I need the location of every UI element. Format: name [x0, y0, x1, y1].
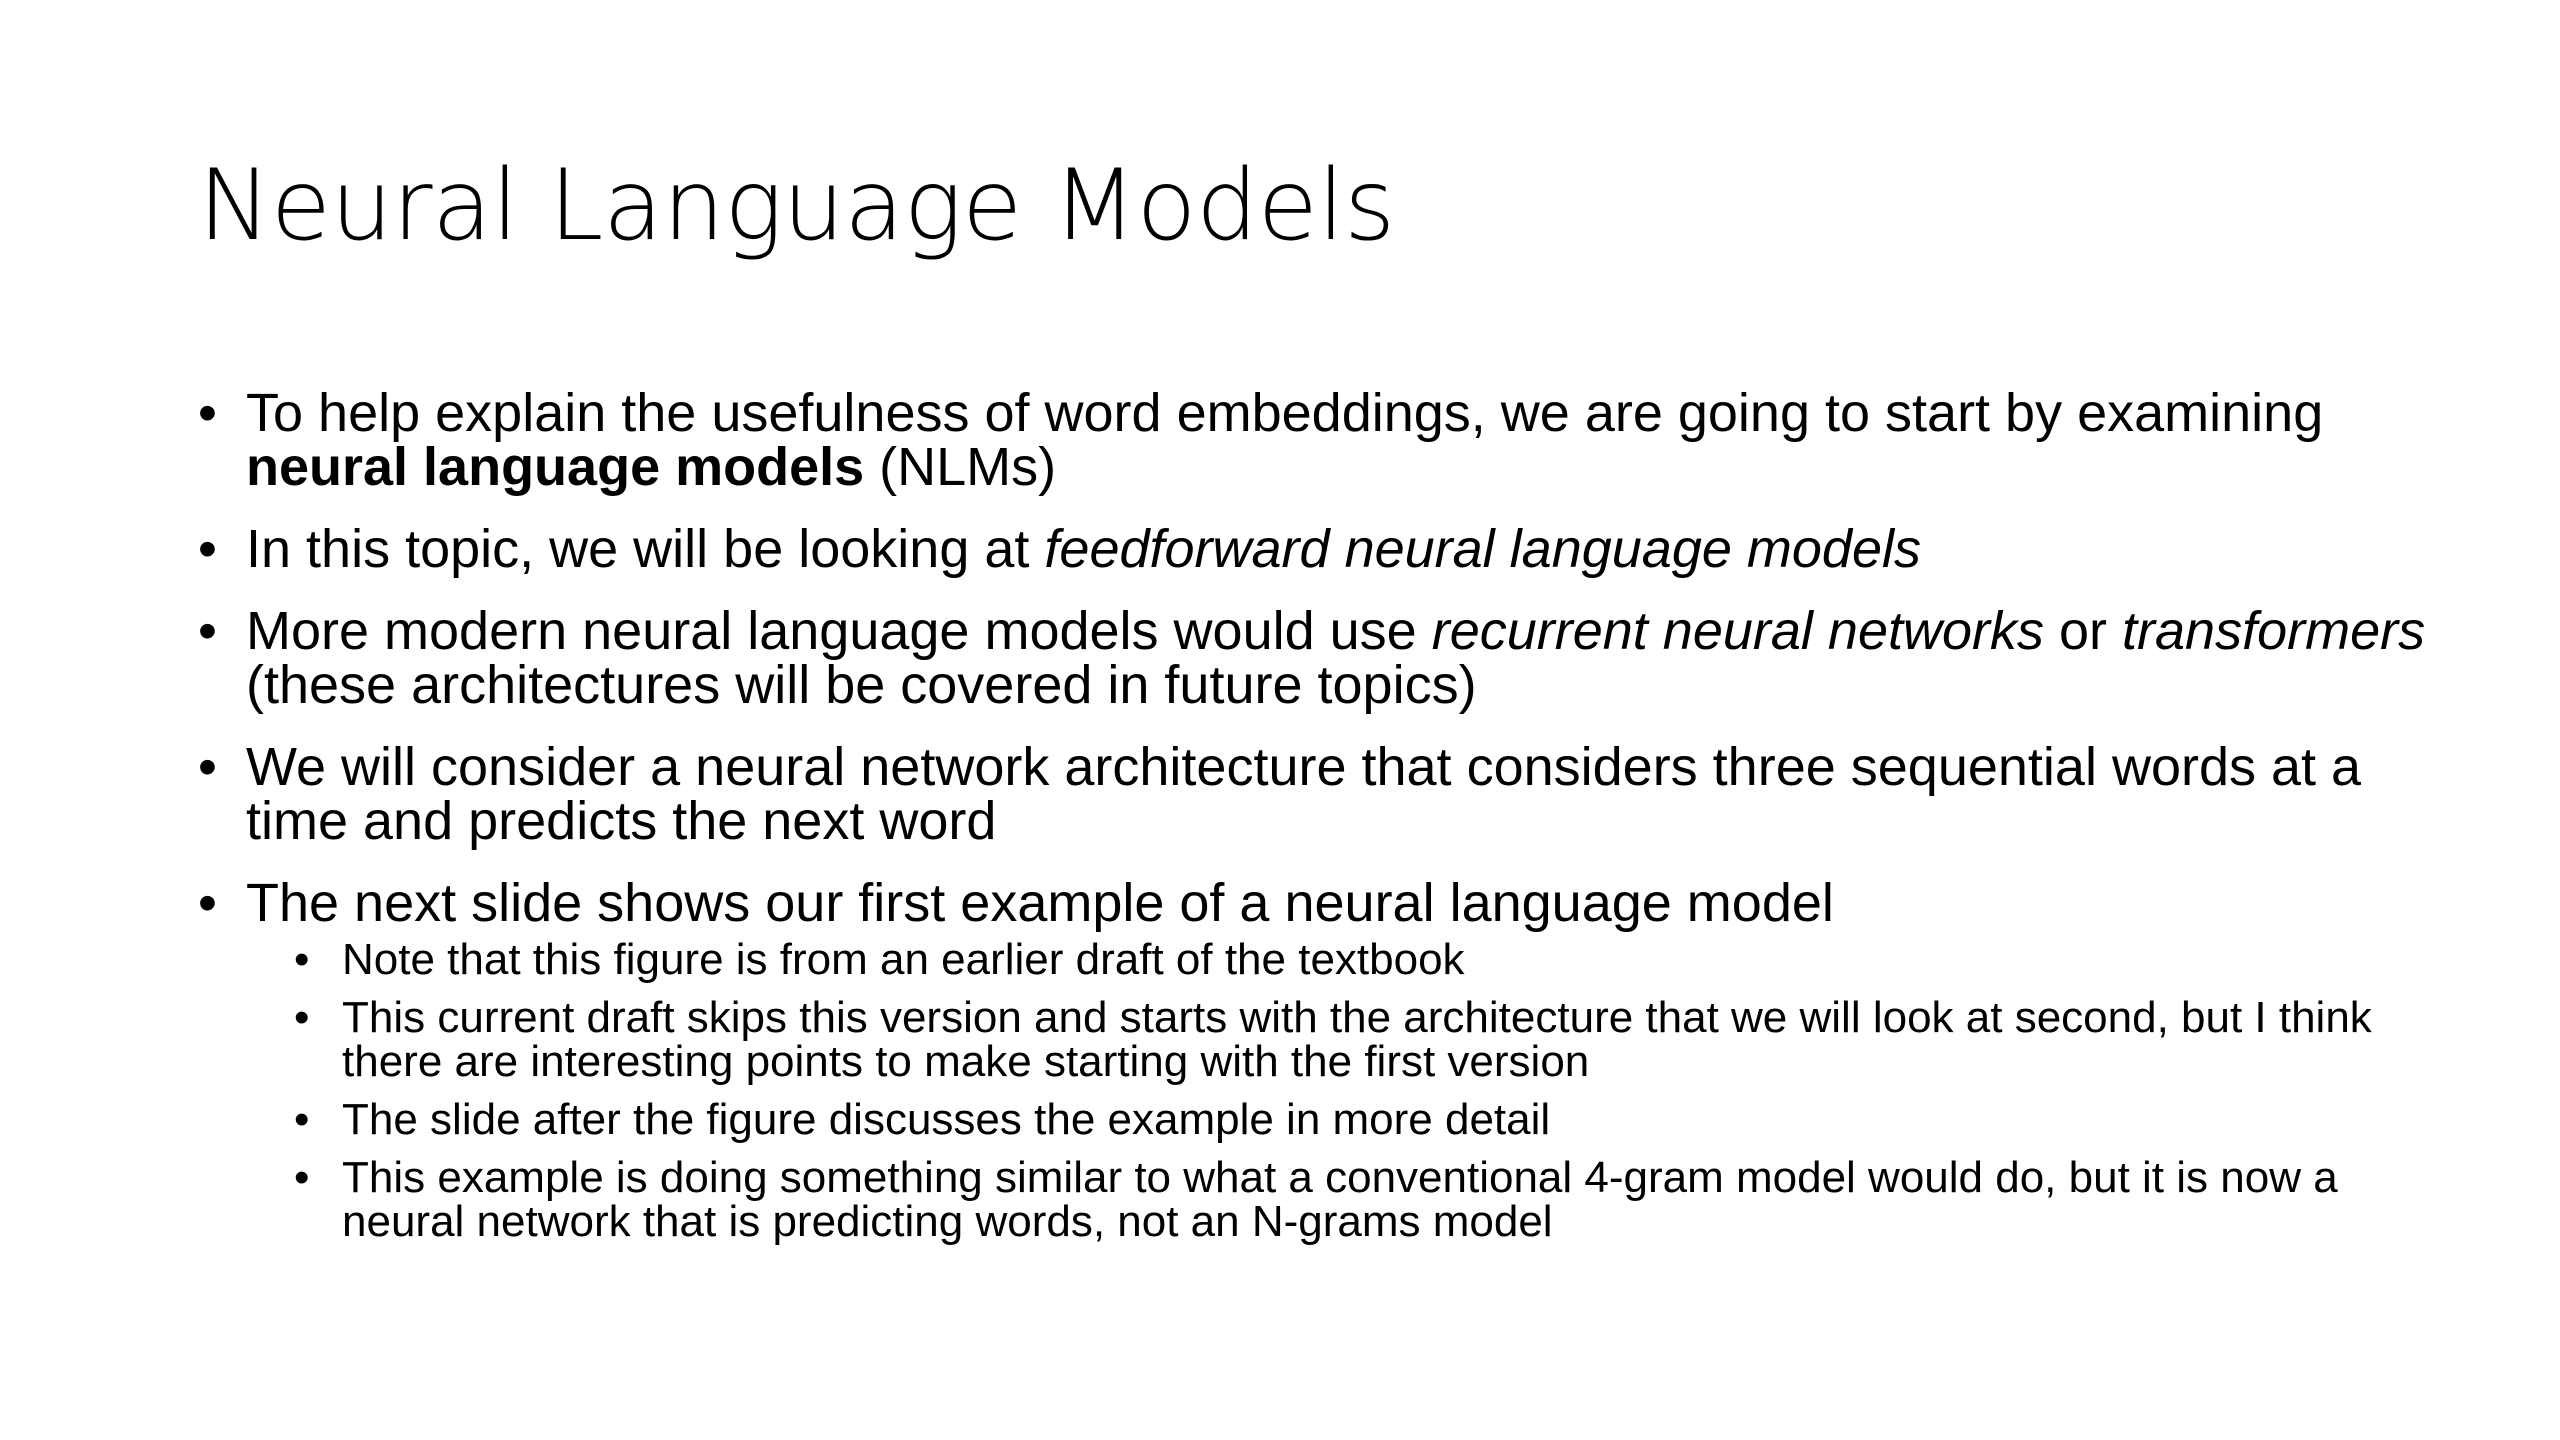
bullet-list: [198, 383, 2428, 1272]
sub-bullet-text: This example is doing something similar to what a conventional 4-gram model would do, but it is now a neural network that is predicting words, not an N-grams model: [342, 1153, 2338, 1246]
bullet-item: [198, 383, 2428, 497]
bullet-dot: •: [294, 935, 310, 984]
bullet-text: To help explain the usefulness of word embeddings, we are going to start by examining: [246, 383, 2324, 443]
bullet-text: (these architectures will be covered in future topics): [246, 655, 1477, 715]
bullet-text: or: [2044, 601, 2123, 661]
bullet-text: More modern neural language models would use: [246, 601, 1432, 661]
bullet-item: [198, 601, 2428, 715]
bullet-dot: •: [294, 1095, 310, 1144]
bullet-dot: •: [198, 873, 217, 933]
sub-bullet-item: [294, 1153, 2428, 1246]
sub-bullet-item: [294, 1095, 2428, 1144]
bullet-dot: •: [294, 1153, 310, 1202]
sub-bullet-list: [246, 935, 2428, 1246]
sub-bullet-text: This current draft skips this version and starts with the architecture that we will look at second, but I think there are interesting points to make starting with the first version: [342, 993, 2372, 1086]
bullet-dot: •: [294, 993, 310, 1042]
bullet-item: [198, 519, 2428, 579]
bullet-text-italic: transformers: [2122, 601, 2426, 661]
bullet-dot: •: [198, 601, 217, 661]
sub-bullet-item: [294, 935, 2428, 984]
bullet-text-italic: recurrent neural networks: [1431, 601, 2044, 661]
sub-bullet-text: Note that this figure is from an earlier draft of the textbook: [342, 935, 1465, 984]
bullet-dot: •: [198, 383, 217, 443]
sub-bullet-text: The slide after the figure discusses the example in more detail: [342, 1095, 1551, 1144]
bullet-item: [198, 873, 2428, 1246]
sub-bullet-item: [294, 993, 2428, 1086]
bullet-text-italic: feedforward neural language models: [1044, 519, 1921, 579]
bullet-item: [198, 737, 2428, 851]
bullet-text: The next slide shows our first example of a neural language model: [246, 873, 1834, 933]
bullet-text: In this topic, we will be looking at: [246, 519, 1045, 579]
bullet-text: We will consider a neural network architecture that considers three sequential words at a time and predicts the next word: [246, 737, 2362, 851]
bullet-dot: •: [198, 737, 217, 797]
bullet-text: (NLMs): [864, 437, 1057, 497]
bullet-text-bold: neural language models: [246, 437, 865, 497]
slide-title: Neural Language Models: [198, 149, 1395, 263]
bullet-dot: •: [198, 519, 217, 579]
